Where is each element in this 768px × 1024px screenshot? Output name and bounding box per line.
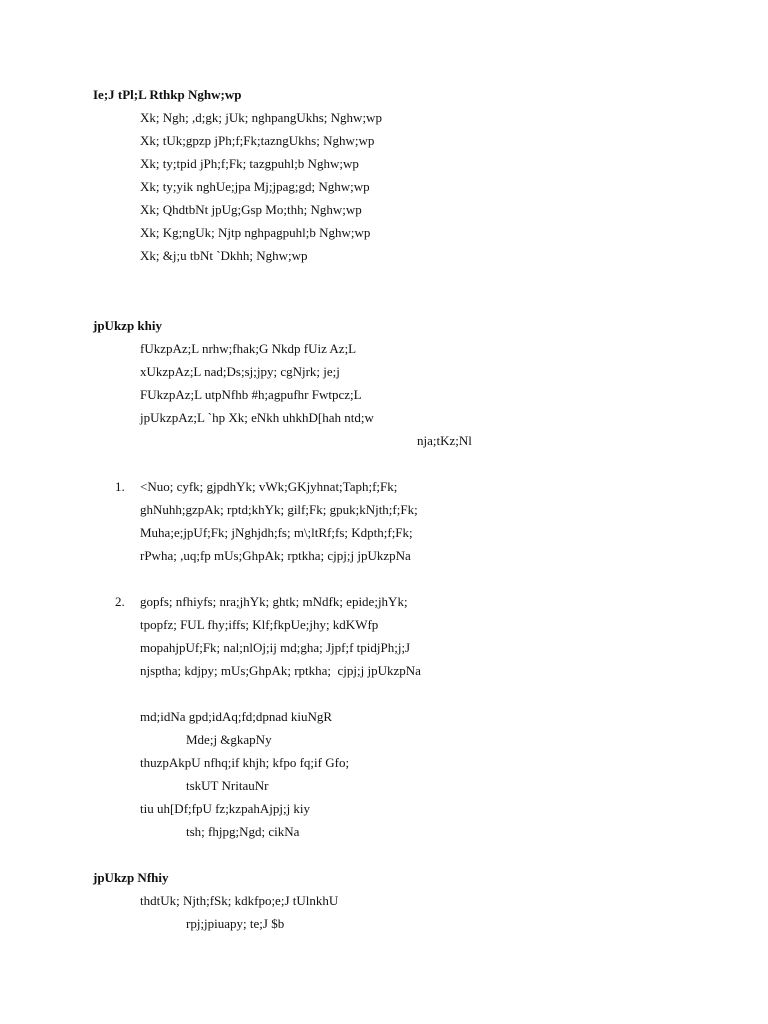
couplet-line: thuzpAkpU nfhq;if khjh; kfpo fq;if Gfo; [140, 755, 350, 770]
text-line: Xk; Kg;ngUk; Njtp nghpagpuhl;b Nghw;wp [140, 225, 371, 240]
verse-line: gopfs; nfhiyfs; nra;jhYk; ghtk; mNdfk; epide;jhYk; [140, 594, 408, 609]
verse-line: mopahjpUf;Fk; nal;nlOj;ij md;gha; Jjpf;f tpidjPh;j;J [140, 640, 411, 655]
verse-line: ghNuhh;gzpAk; rptd;khYk; gilf;Fk; gpuk;kNjth;f;Fk; [140, 502, 418, 517]
text-line: Xk; Ngh; ,d;gk; jUk; nghpangUkhs; Nghw;wp [140, 110, 382, 125]
verse-number: 2. [115, 594, 125, 609]
text-line: Xk; &j;u tbNt `Dkhh; Nghw;wp [140, 248, 308, 263]
couplet-line: md;idNa gpd;idAq;fd;dpnad kiuNgR [140, 709, 333, 724]
section-heading: jpUkzp khiy [93, 318, 162, 333]
verse-number: 1. [115, 479, 125, 494]
verse-line: Muha;e;jpUf;Fk; jNghjdh;fs; m\;ltRf;fs; Kdpth;f;Fk; [140, 525, 413, 540]
text-line: thdtUk; Njth;fSk; kdkfpo;e;J tUlnkhU [140, 893, 339, 908]
response-line: rpj;jpiuapy; te;J $b [186, 916, 285, 931]
text-line: fUkzpAz;L nrhw;fhak;G Nkdp fUiz Az;L [140, 341, 357, 356]
section-heading: jpUkzp Nfhiy [93, 870, 169, 885]
text-line: xUkzpAz;L nad;Ds;sj;jpy; cgNjrk; je;j [140, 364, 340, 379]
verse-line: tpopfz; FUL fhy;iffs; Klf;fkpUe;jhy; kdKWfp [140, 617, 379, 632]
section-heading: Ie;J tPl;L Rthkp Nghw;wp [93, 87, 242, 102]
verse-line: rPwha; ,uq;fp mUs;GhpAk; rptkha; cjpj;j jpUkzpNa [140, 548, 411, 563]
text-line: Xk; tUk;gpzp jPh;f;Fk;tazngUkhs; Nghw;wp [140, 133, 375, 148]
text-line: Xk; QhdtbNt jpUg;Gsp Mo;thh; Nghw;wp [140, 202, 362, 217]
verse-line: <Nuo; cyfk; gjpdhYk; vWk;GKjyhnat;Taph;f;Fk; [140, 479, 398, 494]
couplet-line: tiu uh[Df;fpU fz;kzpahAjpj;j kiy [140, 801, 311, 816]
text-line: FUkzpAz;L utpNfhb #h;agpufhr Fwtpcz;L [140, 387, 362, 402]
text-line: jpUkzpAz;L `hp Xk; eNkh uhkhD[hah ntd;w [140, 410, 374, 425]
text-line: Xk; ty;tpid jPh;f;Fk; tazgpuhl;b Nghw;wp [140, 156, 359, 171]
couplet-response: tsh; fhjpg;Ngd; cikNa [186, 824, 300, 839]
couplet-response: tskUT NritauNr [186, 778, 269, 793]
text-line: Xk; ty;yik nghUe;jpa Mj;jpag;gd; Nghw;wp [140, 179, 370, 194]
couplet-response: Mde;j &gkapNy [186, 732, 272, 747]
verse-line: njsptha; kdjpy; mUs;GhpAk; rptkha; cjpj;j jpUkzpNa [140, 663, 421, 678]
trailer-line: nja;tKz;Nl [417, 433, 472, 448]
